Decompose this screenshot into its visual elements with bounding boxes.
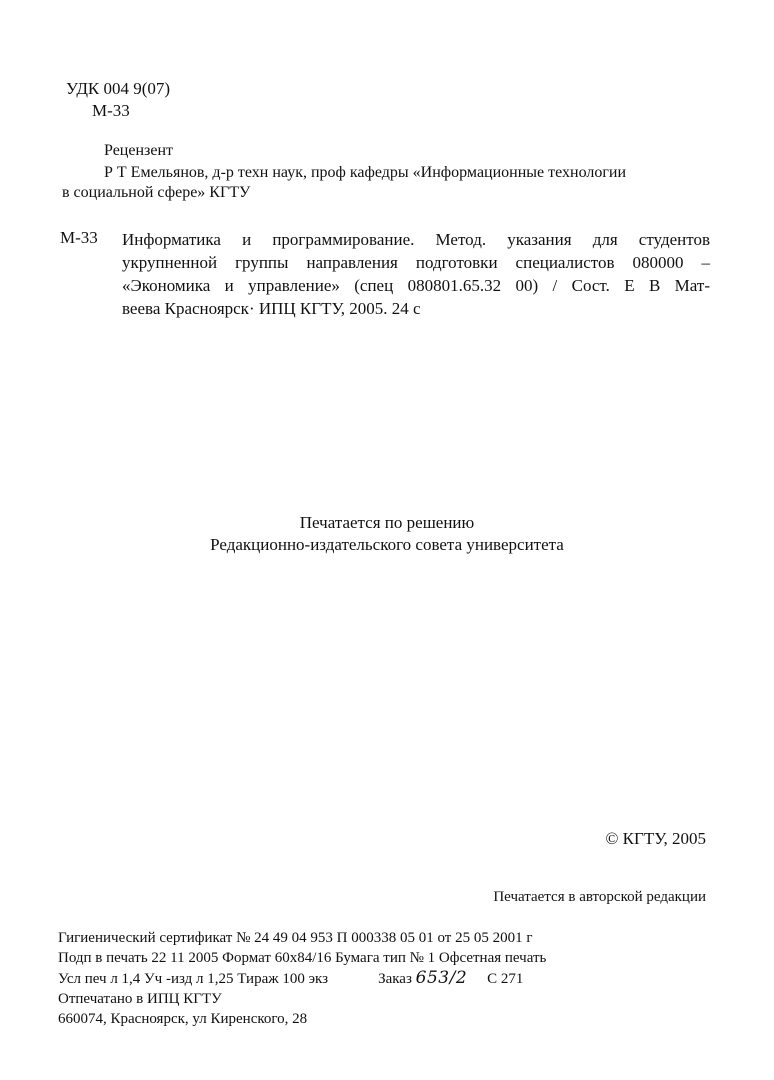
udk-cipher: М-33 xyxy=(92,101,130,120)
bibliographic-description xyxy=(122,228,710,320)
bibliographic-line-3: «Экономика и управление» (спец 080801.65.32 00) / Сост. Е В Мат- xyxy=(122,276,710,295)
order-code: С 271 xyxy=(487,971,524,987)
imprint-line-1: Гигиенический сертификат № 24 49 04 953 П 000338 05 01 от 25 05 2001 г xyxy=(58,930,533,946)
bibliographic-line-1: Информатика и программирование. Метод. указания для студентов xyxy=(122,230,710,249)
imprint-line-4: Отпечатано в ИПЦ КГТУ xyxy=(58,991,222,1007)
approval-line-1: Печатается по решению xyxy=(299,513,475,532)
bibliographic-cipher: М-33 xyxy=(60,228,98,247)
approval-line-2: Редакционно-издательского совета университета xyxy=(210,535,564,554)
imprint-line-3 xyxy=(58,968,546,989)
imprint-line-2: Подп в печать 22 11 2005 Формат 60х84/16 Бумага тип № 1 Офсетная печать xyxy=(58,950,547,966)
bibliographic-line-2: укрупненной группы направления подготовки специалистов 080000 – xyxy=(122,253,710,272)
order-label: Заказ xyxy=(378,971,412,987)
copyright: © КГТУ, 2005 xyxy=(605,829,706,848)
imprint-line-5: 660074, Красноярск, ул Киренского, 28 xyxy=(58,1011,308,1027)
edition-note: Печатается в авторской редакции xyxy=(493,889,706,905)
reviewer-line-2: в социальной сфере» КГТУ xyxy=(62,184,251,201)
udk-block xyxy=(66,78,170,122)
reviewer-line-1: Р Т Емельянов, д-р техн наук, проф кафедры «Информационные технологии xyxy=(104,164,627,181)
order-number-handwritten: 653/2 xyxy=(415,968,468,988)
bibliographic-line-4: веева Красноярск· ИПЦ КГТУ, 2005. 24 с xyxy=(122,299,421,318)
imprint-block xyxy=(58,928,546,1029)
imprint-print-sheets: Усл печ л 1,4 Уч -изд л 1,25 Тираж 100 экз xyxy=(58,971,329,987)
approval-note xyxy=(0,512,774,556)
udk-code: УДК 004 9(07) xyxy=(66,79,171,98)
reviewer-label: Рецензент xyxy=(104,142,173,159)
